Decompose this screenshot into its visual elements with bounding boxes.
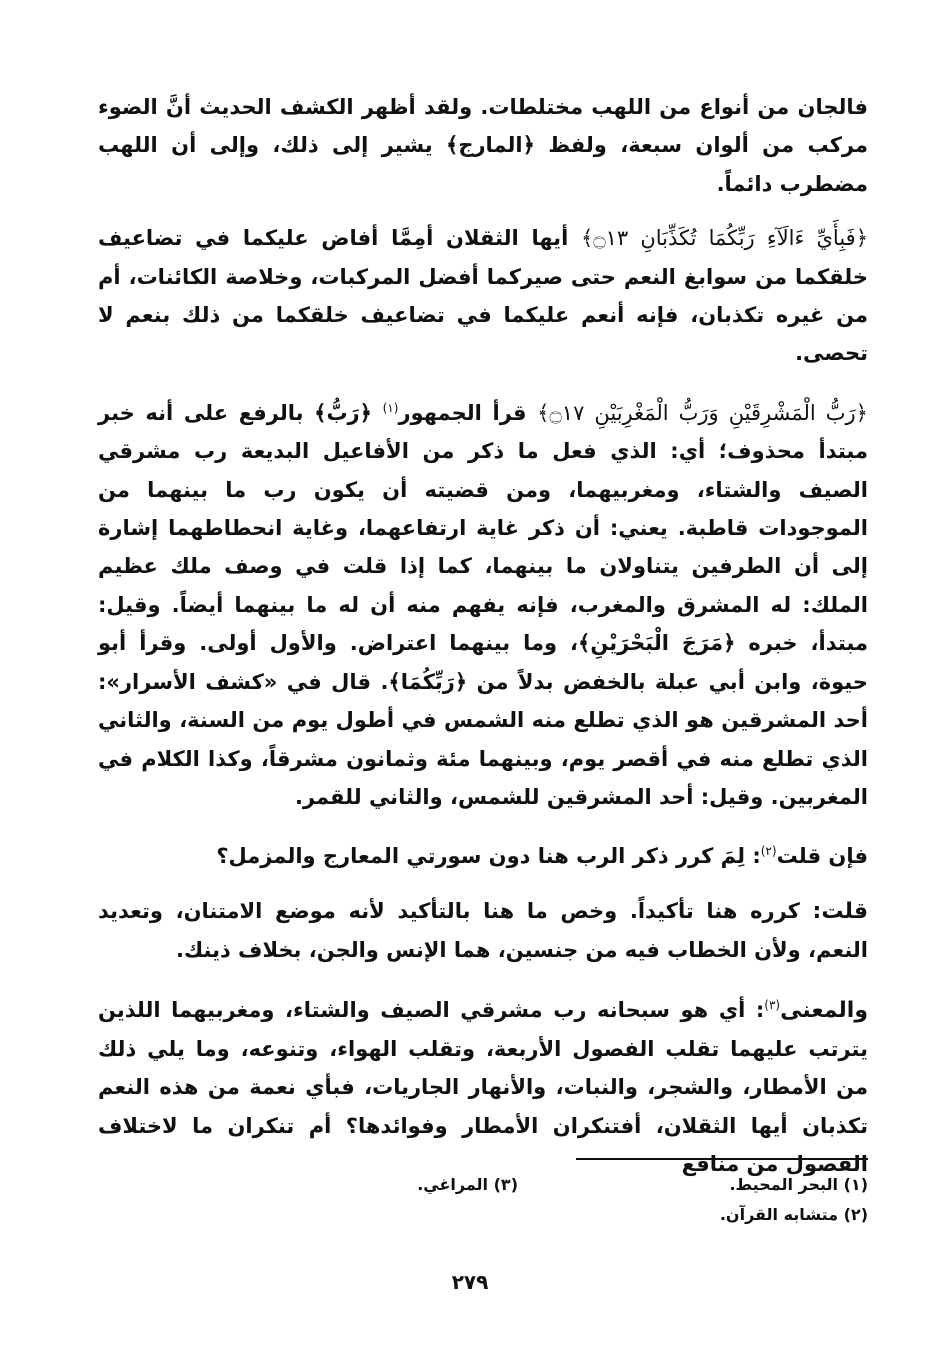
- footnote-row-1: [168, 1170, 868, 1200]
- answer-lead: قلت:: [812, 898, 868, 924]
- paragraph-6: [98, 986, 868, 1184]
- footnote-ref-3: (٣): [764, 997, 781, 1012]
- paragraph-5-text: كرره هنا تأكيداً. وخص ما هنا بالتأكيد لأنه موضع الامتنان، وتعديد النعم، ولأن الخطاب فيه من جنسين، هما الإنس والجن، بخلاف ذينك.: [98, 898, 868, 963]
- paragraph-3: [98, 389, 868, 816]
- paragraph-3-lead: قرأ الجمهور: [398, 400, 538, 425]
- paragraph-2-text: أيها الثقلان أمِمَّا أفاض عليكما في تضاعيف خلقكما من سوابغ النعم حتى صيركما أفضل المركبات، وخلاصة الكائنات، أم من غيره تكذبان، فإنه أنعم عليكما في تضاعيف خلقكما من ذلك بنعم لا تحصى.: [98, 226, 868, 366]
- quran-verse-13: ﴿فَبِأَيِّ ءَالَآءِ رَبِّكُمَا تُكَذِّبَانِ ۝١٣﴾: [581, 226, 869, 251]
- paragraph-6-text: : أي هو سبحانه رب مشرقي الصيف والشتاء، ومغربيهما اللذين يترتب عليهما تقلب الفصول الأربعة، وتقلب الهواء، وتنوعه، وما يلي ذلك من الأمطار، والشجر، والنبات، والأنهار الجاريات، فبأي نعمة من هذه النعم تكذبان أيها الثقلان، أفتنكران الأمطار وفوائدها؟ أم تنكران ما لاختلاف الفصول من منافع: [98, 997, 868, 1177]
- quran-verse-17: ﴿رَبُّ الْمَشْرِقَيْنِ وَرَبُّ الْمَغْرِبَيْنِ ۝١٧﴾: [537, 400, 868, 425]
- paragraph-2: [98, 219, 868, 373]
- paragraph-4: [98, 832, 868, 875]
- paragraph-5: [98, 892, 868, 970]
- main-text: [98, 88, 868, 1194]
- page-number: ٢٧٩: [451, 1270, 489, 1294]
- meaning-lead: والمعنى: [780, 997, 868, 1023]
- paragraph-1-text: فالجان من أنواع من اللهب مختلطات. ولقد أظهر الكشف الحديث أنَّ الضوء مركب من ألوان سبعة، ولفظ ﴿المارج﴾ يشير إلى ذلك، وإلى أن اللهب مضطرب دائماً.: [98, 95, 868, 196]
- footnote-ref-2: (٢): [760, 844, 777, 859]
- footnote-ref-1: (١): [382, 400, 399, 415]
- footnote-1: (١) البحر المحيط.: [729, 1175, 868, 1194]
- paragraph-3-text: ﴿رَبُّ﴾ بالرفع على أنه خبر مبتدأ محذوف؛ أي: الذي فعل ما ذكر من الأفاعيل البديعة رب مشرقي الصيف والشتاء، ومغربيهما، ومن قضيته أن يكون رب ما بينهما من الموجودات قاطبة. يعني: أن ذكر غاية ارتفاعهما، وغاية انحطاطهما إشارة إلى أن الطرفين يتناولان ما بينهما، كما إذا قلت في وصف ملك عظيم الملك: له المشرق والمغرب، فإنه يفهم منه أن له ما بينهما أيضاً. وقيل: مبتدأ، خبره ﴿مَرَجَ الْبَحْرَيْنِ﴾، وما بينهما اعتراض. والأول أولى. وقرأ أبو حيوة، وابن أبي عبلة بالخفض بدلاً من ﴿رَبِّكُمَا﴾. قال في «كشف الأسرار»: أحد المشرقين هو الذي تطلع منه الشمس في أطول يوم من السنة، والثاني الذي تطلع منه في أقصر يوم، وبينهما مئة وثمانون مشرقاً، وكذا الكلام في المغربين. وقيل: أحد المشرقين للشمس، والثاني للقمر.: [98, 400, 868, 809]
- footnote-divider: [576, 1158, 868, 1160]
- paragraph-4-text: : لِمَ كرر ذكر الرب هنا دون سورتي المعارج والمزمل؟: [216, 844, 761, 869]
- footnote-2: (٢) متشابه القرآن.: [719, 1205, 868, 1224]
- footnote-row-2: [168, 1200, 868, 1230]
- question-lead: فإن قلت: [776, 844, 868, 869]
- paragraph-1: [98, 88, 868, 203]
- footnote-3: (٣) المراغي.: [417, 1175, 518, 1194]
- footnotes: [168, 1170, 868, 1230]
